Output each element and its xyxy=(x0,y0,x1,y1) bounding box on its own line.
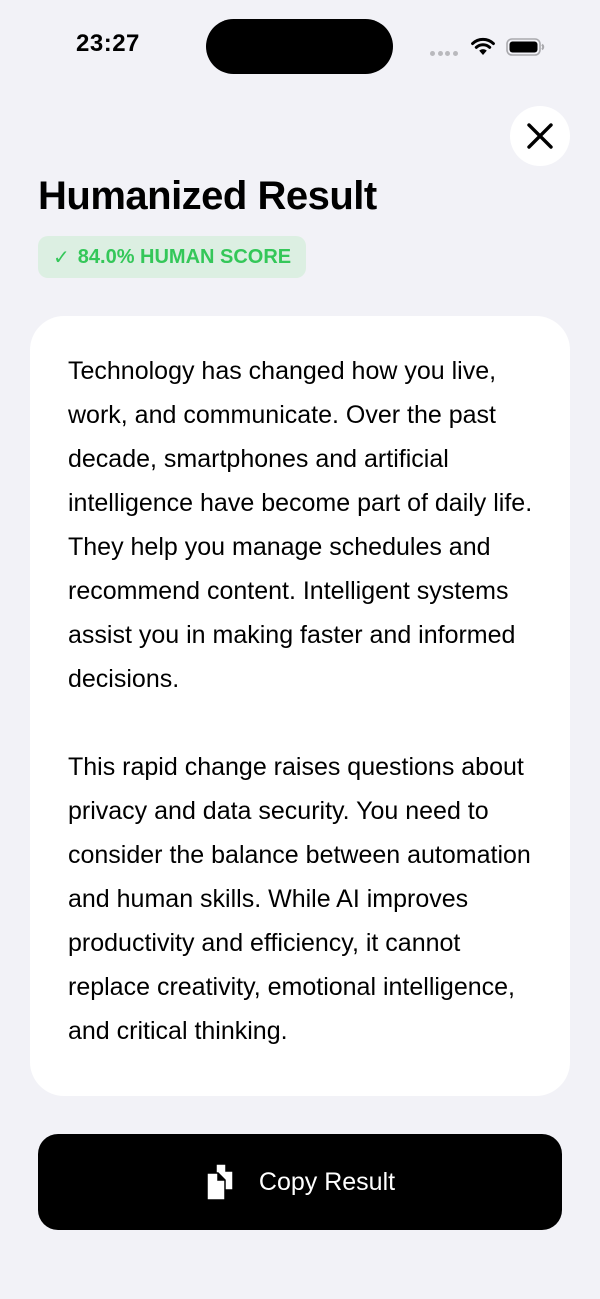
result-paragraph: This rapid change raises questions about privacy and data security. You need to consider the balance between automation and human skills. While AI improves productivity and efficiency, it cannot replace creativity, emotional intelligence, and critical thinking. xyxy=(68,753,531,1045)
status-time: 23:27 xyxy=(76,30,140,57)
human-score-badge xyxy=(38,236,306,278)
close-button[interactable] xyxy=(510,106,570,166)
dynamic-island xyxy=(206,19,393,74)
page-title: Humanized Result xyxy=(38,174,377,218)
status-bar xyxy=(0,0,600,95)
cellular-signal-icon xyxy=(430,51,460,56)
result-text xyxy=(68,349,543,1053)
copy-icon xyxy=(205,1163,239,1201)
checkmark-icon: ✓ xyxy=(53,246,70,269)
wifi-icon xyxy=(470,36,496,56)
human-score-label: 84.0% HUMAN SCORE xyxy=(77,245,292,268)
battery-icon xyxy=(506,37,546,57)
copy-result-label: Copy Result xyxy=(258,1167,396,1196)
result-paragraph: Technology has changed how you live, work, and communicate. Over the past decade, smartphones and artificial intelligence have become part of daily life. They help you manage schedules and recommend content. Intelligent systems assist you in making faster and informed decisions. xyxy=(68,357,533,693)
result-card xyxy=(30,316,570,1096)
close-icon xyxy=(526,122,554,150)
copy-result-button[interactable] xyxy=(38,1134,562,1230)
